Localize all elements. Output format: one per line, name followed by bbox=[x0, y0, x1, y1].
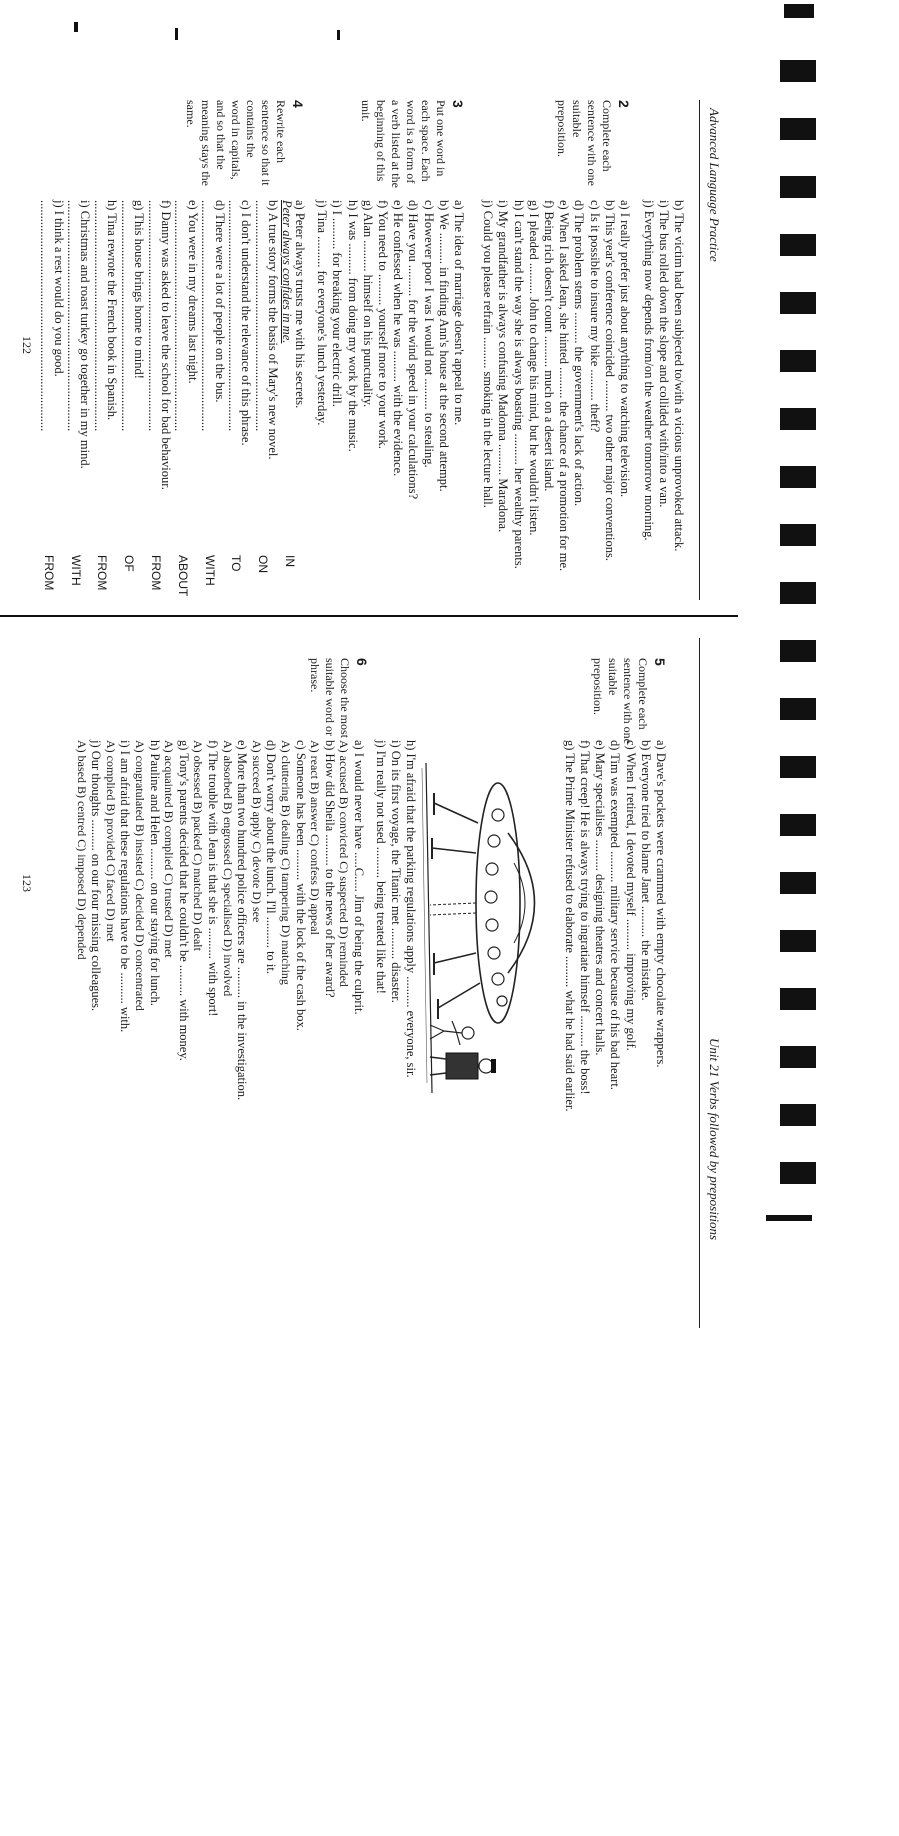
ex4-answer-line[interactable]: .......................................................................... bbox=[65, 200, 80, 432]
ex4-answer-line[interactable]: .......................................................................... bbox=[252, 200, 267, 432]
binder-mark bbox=[780, 1162, 816, 1184]
ex4-answer-line[interactable]: .......................................................................... bbox=[199, 200, 214, 432]
ex6-question: f) The trouble with Jean is that she is .......... with sport! bbox=[206, 740, 221, 1017]
ex4-item: c) I don't understand the relevance of this phrase. bbox=[239, 200, 254, 446]
ex4-example-answer: Peter always confides in me. bbox=[279, 200, 294, 344]
binder-mark bbox=[766, 1215, 812, 1221]
right-page-header: Unit 21 Verbs followed by prepositions bbox=[707, 1038, 722, 1241]
capital-word: FROM bbox=[149, 555, 164, 591]
ex5-item: c) When I retired, I devoted myself .......... improving my golf. bbox=[623, 740, 638, 1051]
capital-word: OF bbox=[122, 555, 137, 572]
ex6-question: g) Tony's parents decided that he couldn't be .......... with money. bbox=[176, 740, 191, 1061]
ex6-options[interactable]: A) based B) centred C) imposed D) depended bbox=[74, 740, 89, 960]
ex5-item: g) The Prime Minister refused to elaborate .......... what he had said earlier. bbox=[562, 740, 577, 1112]
instruction-line: Rewrite each bbox=[274, 100, 288, 163]
instruction-line: unit. bbox=[359, 100, 373, 122]
ex4-sentences bbox=[38, 200, 306, 490]
ex6-question: a) I would never have .....C..... Jim of being the culprit. bbox=[352, 740, 366, 1015]
left-page-header: Advanced Language Practice bbox=[707, 108, 722, 262]
ex4-item: a) Peter always trusts me with his secrets. bbox=[293, 200, 307, 409]
instruction-line: sentence with one bbox=[585, 100, 599, 186]
ex4-capital-words bbox=[35, 555, 303, 596]
ex2-item: j) Could you please refrain .......... smoking in the lecture hall. bbox=[481, 200, 496, 508]
binder-mark bbox=[780, 582, 816, 604]
ex6-question: e) More than two hundred police officers are .......... in the investigation. bbox=[235, 740, 250, 1101]
instruction-line: a verb listed at the bbox=[389, 100, 403, 188]
instruction-line: each space. Each bbox=[419, 100, 433, 182]
ex1-continued bbox=[640, 200, 686, 551]
ex3-number: 3 bbox=[450, 100, 466, 108]
ex4-item: h) Tina rewrote the French book in Spanish. bbox=[105, 200, 120, 421]
right-page-number: 123 bbox=[20, 874, 34, 892]
ex6-question: d) Don't worry about the lunch. I'll .......... to it. bbox=[264, 740, 279, 974]
ex5-item: d) Tim was exempted .......... military service because of his bad heart. bbox=[608, 740, 623, 1090]
right-page bbox=[0, 618, 818, 1348]
ex5-sentences-h-j bbox=[372, 740, 418, 1078]
binder-mark bbox=[780, 118, 816, 140]
ex5-item: b) Everyone tried to blame Janet .......... the mistake. bbox=[638, 740, 653, 1001]
ex6-options[interactable]: A) acquainted B) complied C) trusted D) met bbox=[162, 740, 177, 958]
binder-mark bbox=[780, 466, 816, 488]
instruction-line: contains the bbox=[244, 100, 258, 158]
binder-mark bbox=[780, 408, 816, 430]
binder-mark bbox=[780, 698, 816, 720]
ex6-options[interactable]: A) accused B) convicted C) suspected D) reminded bbox=[337, 740, 352, 987]
ex6-options[interactable]: A) obsessed B) packed C) matched D) dealt bbox=[191, 740, 206, 951]
ex5-number: 5 bbox=[652, 658, 668, 666]
ex3-sentences bbox=[314, 200, 466, 499]
binder-mark bbox=[780, 234, 816, 256]
ex2-item: f) Being rich doesn't count .......... much on a desert island. bbox=[541, 200, 556, 492]
scan-speck bbox=[175, 28, 178, 40]
instruction-line: Put one word in bbox=[434, 100, 448, 177]
instruction-line: Choose the most bbox=[338, 658, 352, 738]
instruction-line: sentence so that it bbox=[259, 100, 273, 186]
ex2-item: h) I can't stand the way she is always boasting .......... her wealthy parents. bbox=[511, 200, 526, 569]
binder-mark bbox=[780, 930, 816, 952]
scan-speck bbox=[337, 30, 340, 40]
binder-mark bbox=[780, 524, 816, 546]
binder-mark bbox=[780, 1046, 816, 1068]
capital-word: ABOUT bbox=[175, 555, 190, 597]
ex3-item: b) We .......... in finding Ann's house at the second attempt. bbox=[436, 200, 451, 492]
ex2-item: b) This year's conference coincided .......... two other major conventions. bbox=[602, 200, 617, 561]
binder-mark bbox=[780, 176, 816, 198]
binder-mark bbox=[780, 60, 816, 82]
ex2-item: c) Is it possible to insure my bike .......... theft? bbox=[587, 200, 602, 433]
ex2-number: 2 bbox=[616, 100, 632, 108]
capital-word: WITH bbox=[68, 555, 83, 586]
binder-mark bbox=[784, 4, 814, 18]
ex6-options[interactable]: A) succeed B) apply C) devote D) see bbox=[249, 740, 264, 923]
ex4-item: f) Danny was asked to leave the school for bad behaviour. bbox=[158, 200, 173, 490]
ex4-item: e) You were in my dreams last night. bbox=[185, 200, 200, 384]
ex6-number: 6 bbox=[354, 658, 370, 666]
ex5-sentences-a-g bbox=[562, 740, 668, 1112]
ex5-item: j) I'm really not used .......... being treated like that! bbox=[373, 740, 388, 994]
binder-mark bbox=[780, 872, 816, 894]
capital-word: FROM bbox=[41, 555, 56, 591]
capital-word: ON bbox=[256, 555, 271, 573]
ex3-item: f) You need to .......... yourself more to your work. bbox=[375, 200, 390, 449]
capital-word: TO bbox=[229, 555, 244, 572]
binder-mark bbox=[780, 814, 816, 836]
ex1-line: i) The bus rolled down the slope and collided with/into a van. bbox=[656, 200, 671, 508]
ex6-options[interactable]: A) cluttering B) dealing C) tampering D) matching bbox=[279, 740, 294, 985]
ex2-item: i) My grandfather is always confusing Madonna .......... Maradona. bbox=[496, 200, 511, 533]
ex6-question: b) How did Sheila .......... to the news of her award? bbox=[322, 740, 337, 998]
left-header-rule bbox=[699, 100, 700, 600]
ex2-item: g) I pleaded .......... John to change his mind, but he wouldn't listen. bbox=[526, 200, 541, 536]
instruction-line: suitable word or bbox=[323, 658, 337, 736]
instruction-line: preposition. bbox=[591, 658, 605, 715]
ex3-item: j) Tina .......... for everyone's lunch yesterday. bbox=[315, 200, 330, 426]
ex4-item: i) Christmas and roast turkey go together in my mind. bbox=[78, 200, 93, 469]
binder-mark bbox=[780, 292, 816, 314]
ex2-sentences bbox=[480, 200, 632, 571]
instruction-line: same. bbox=[184, 100, 198, 128]
book-spine bbox=[0, 615, 738, 617]
ex6-question: i) I am afraid that these regulations have to be .......... with. bbox=[118, 740, 133, 1033]
instruction-line: word in capitals, bbox=[229, 100, 243, 180]
capital-word: WITH bbox=[202, 555, 217, 586]
instruction-line: beginning of this bbox=[374, 100, 388, 182]
ex4-answer-line[interactable]: .......................................................................... bbox=[145, 200, 160, 432]
binder-mark bbox=[780, 350, 816, 372]
instruction-line: sentence with one bbox=[621, 658, 635, 744]
left-page bbox=[0, 0, 818, 618]
binder-mark bbox=[780, 1104, 816, 1126]
ex6-question: h) Pauline and Helen .......... on our staying for lunch. bbox=[147, 740, 162, 1006]
ex6-question: j) Our thoughts .......... on our four missing colleagues. bbox=[89, 740, 104, 1012]
ex4-answer-line[interactable]: .......................................................................... bbox=[118, 200, 133, 432]
capital-word: FROM bbox=[95, 555, 110, 591]
instruction-line: preposition. bbox=[555, 100, 569, 157]
flying-saucer-cartoon bbox=[421, 763, 556, 1093]
ex6-options[interactable]: A) absorbed B) engrossed C) specialised D) involved bbox=[220, 740, 235, 997]
ex1-line: j) Everything now depends from/on the weather tomorrow morning. bbox=[641, 200, 656, 541]
instruction-line: Complete each bbox=[600, 100, 614, 172]
ex4-number: 4 bbox=[290, 100, 306, 108]
ex6-options[interactable]: A) complied B) provided C) faced D) met bbox=[103, 740, 118, 942]
ex4-answer-line[interactable]: .......................................................................... bbox=[38, 200, 53, 432]
instruction-line: word is a form of bbox=[404, 100, 418, 184]
ex2-item: a) I really prefer just about anything to watching television. bbox=[618, 200, 632, 498]
ex3-item: c) However poor I was I would not .......... to stealing. bbox=[421, 200, 436, 468]
ex5-item: e) Mary specialises .......... designing theatres and concert halls. bbox=[593, 740, 608, 1056]
ex4-answer-line[interactable]: .......................................................................... bbox=[91, 200, 106, 432]
ex3-item: g) Alan .......... himself on his punctuality. bbox=[360, 200, 375, 408]
ex3-item: a) The idea of marriage doesn't appeal to me. bbox=[452, 200, 466, 426]
ex2-item: d) The problem stems .......... the government's lack of action. bbox=[572, 200, 587, 507]
binder-mark bbox=[780, 988, 816, 1010]
ex4-item: j) I think a rest would do you good. bbox=[51, 200, 66, 377]
binder-mark bbox=[780, 640, 816, 662]
ex3-item: e) He confessed when he was .......... with the evidence. bbox=[391, 200, 406, 477]
instruction-line: Complete each bbox=[636, 658, 650, 730]
ex4-item: b) A true story forms the basis of Mary's new novel. bbox=[266, 200, 281, 460]
binder-mark bbox=[780, 756, 816, 778]
capital-word: IN bbox=[283, 555, 297, 567]
ex6-question: c) Someone has been .......... with the lock of the cash box. bbox=[293, 740, 308, 1031]
right-header-rule bbox=[699, 638, 700, 1328]
instruction-line: suitable bbox=[606, 658, 620, 696]
ex5-item: i) On its first voyage, the Titanic met .......... disaster. bbox=[388, 740, 403, 1003]
ex3-item: h) I was .......... from doing my work by the music. bbox=[345, 200, 360, 452]
ex4-answer-line[interactable]: .......................................................................... bbox=[225, 200, 240, 432]
instruction-line: phrase. bbox=[308, 658, 322, 693]
ex4-answer-line[interactable]: .......................................................................... bbox=[172, 200, 187, 432]
instruction-line: and so that the bbox=[214, 100, 228, 170]
left-page-number: 122 bbox=[20, 336, 34, 354]
ex6-options[interactable]: A) react B) answer C) confess D) appeal bbox=[308, 740, 323, 935]
ex3-item: d) Have you .......... for the wind speed in your calculations? bbox=[406, 200, 421, 500]
scan-speck bbox=[74, 22, 78, 32]
ex4-item: g) This house brings home to mind! bbox=[132, 200, 147, 379]
instruction-line: meaning stays the bbox=[199, 100, 213, 186]
ex1-line: b) The victim had been subjected to/with a vicious unprovoked attack. bbox=[672, 200, 686, 552]
ex5-item: h) I'm afraid that the parking regulations apply .......... everyone, sir. bbox=[404, 740, 418, 1078]
ex6-options[interactable]: A) congratulated B) insisted C) decided D) concentrated bbox=[133, 740, 148, 1011]
ex3-item: i) I .......... for breaking your electric drill. bbox=[330, 200, 345, 407]
instruction-line: suitable bbox=[570, 100, 584, 138]
ex6-questions bbox=[74, 740, 366, 1100]
ex5-item: a) Dave's pockets were crammed with empty chocolate wrappers. bbox=[654, 740, 668, 1068]
ex5-item: f) That creep! He is always trying to ingratiate himself .......... the boss! bbox=[577, 740, 592, 1095]
ex4-item: d) There were a lot of people on the bus. bbox=[212, 200, 227, 403]
ex2-item: e) When I asked Jean, she hinted .......... the chance of a promotion for me. bbox=[557, 200, 572, 572]
